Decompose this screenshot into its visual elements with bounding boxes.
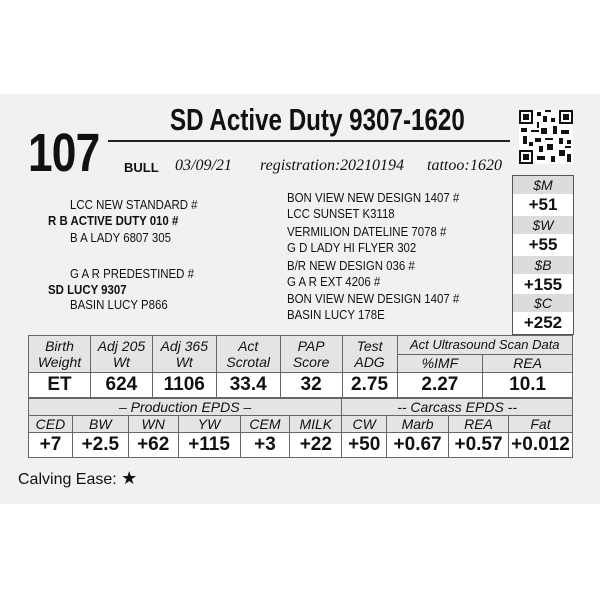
epd-value-milk: +22 [290, 433, 342, 458]
sire: R B ACTIVE DUTY 010 # [48, 213, 179, 228]
index-label-w: $W [513, 216, 573, 234]
epd-header-marb: Marb [387, 416, 449, 433]
pedigree-right-6: G A R EXT 4206 # [287, 274, 381, 289]
header-test-adg: Test ADG [342, 336, 397, 373]
epd-value-rea: +0.57 [449, 433, 509, 458]
sex: BULL [124, 160, 159, 175]
header-ultrasound: Act Ultrasound Scan Data [397, 336, 573, 355]
pedigree-right-8: BASIN LUCY 178E [287, 307, 385, 322]
index-label-b: $B [513, 256, 573, 274]
dam-dam: BASIN LUCY P866 [70, 297, 168, 312]
calving-ease-label: Calving Ease: [18, 471, 117, 488]
value-us-rea: 10.1 [483, 373, 573, 398]
epd-header-milk: MILK [290, 416, 342, 433]
pedigree-right-2: LCC SUNSET K3118 [287, 206, 395, 221]
index-value-m: +51 [513, 194, 573, 217]
pedigree-right-3: VERMILION DATELINE 7078 # [287, 224, 447, 239]
registration-label: registration: [260, 157, 341, 174]
epd-header-fat: Fat [508, 416, 572, 433]
index-label-c: $C [513, 294, 573, 312]
epd-header-cw: CW [342, 416, 387, 433]
epd-value-fat: +0.012 [508, 433, 572, 458]
epd-header-rea: REA [449, 416, 509, 433]
dollar-index-box [512, 175, 574, 335]
header-adj-365-wt: Adj 365 Wt [152, 336, 216, 373]
index-value-c: +252 [523, 313, 563, 332]
epd-value-ced: +7 [29, 433, 73, 458]
value-adj-365-wt: 1106 [152, 373, 216, 398]
qr-code-icon [519, 110, 573, 164]
epd-header-yw: YW [178, 416, 240, 433]
epd-header-wn: WN [128, 416, 178, 433]
epd-value-wn: +62 [128, 433, 178, 458]
epd-value-yw: +115 [178, 433, 240, 458]
sire-dam: B A LADY 6807 305 [70, 230, 171, 245]
header-pap-score: PAP Score [280, 336, 342, 373]
birth-date: 03/09/21 [175, 157, 232, 174]
production-epds-title: – Production EPDS – [29, 399, 342, 416]
index-value-b: +155 [513, 274, 573, 297]
pedigree-right-4: G D LADY HI FLYER 302 [287, 240, 417, 255]
epd-header-cem: CEM [240, 416, 290, 433]
epd-table [28, 398, 573, 458]
calving-ease [18, 468, 137, 489]
tattoo-number: 1620 [470, 157, 502, 174]
pedigree-right-7: BON VIEW NEW DESIGN 1407 # [287, 291, 460, 306]
value-birth-weight: ET [29, 373, 91, 398]
sire-sire: LCC NEW STANDARD # [70, 197, 198, 212]
pedigree-right-5: B/R NEW DESIGN 036 # [287, 258, 415, 273]
dam-sire: G A R PREDESTINED # [70, 266, 194, 281]
calving-ease-star-icon: ★ [121, 468, 138, 488]
pedigree-right-1: BON VIEW NEW DESIGN 1407 # [287, 190, 460, 205]
animal-name: SD Active Duty 9307-1620 [170, 102, 465, 137]
epd-header-ced: CED [29, 416, 73, 433]
registration-number: 20210194 [340, 157, 404, 174]
value-imf: 2.27 [397, 373, 483, 398]
value-adj-205-wt: 624 [90, 373, 152, 398]
header-act-scrotal: Act Scrotal [216, 336, 280, 373]
tattoo-label: tattoo: [427, 157, 470, 174]
carcass-epds-title: -- Carcass EPDS -- [342, 399, 573, 416]
value-act-scrotal: 33.4 [216, 373, 280, 398]
epd-value-marb: +0.67 [387, 433, 449, 458]
epd-value-cem: +3 [240, 433, 290, 458]
value-test-adg: 2.75 [342, 373, 397, 398]
performance-table [28, 335, 573, 398]
header-birth-weight: Birth Weight [29, 336, 91, 373]
header-us-rea: REA [483, 354, 573, 373]
lot-number: 107 [28, 123, 100, 183]
dam: SD LUCY 9307 [48, 282, 127, 297]
title-underline [108, 140, 510, 142]
value-pap-score: 32 [280, 373, 342, 398]
index-value-w: +55 [513, 234, 573, 257]
epd-value-bw: +2.5 [72, 433, 128, 458]
header-adj-205-wt: Adj 205 Wt [90, 336, 152, 373]
index-label-m: $M [513, 176, 573, 194]
header-imf: %IMF [397, 354, 483, 373]
epd-value-cw: +50 [342, 433, 387, 458]
epd-header-bw: BW [72, 416, 128, 433]
